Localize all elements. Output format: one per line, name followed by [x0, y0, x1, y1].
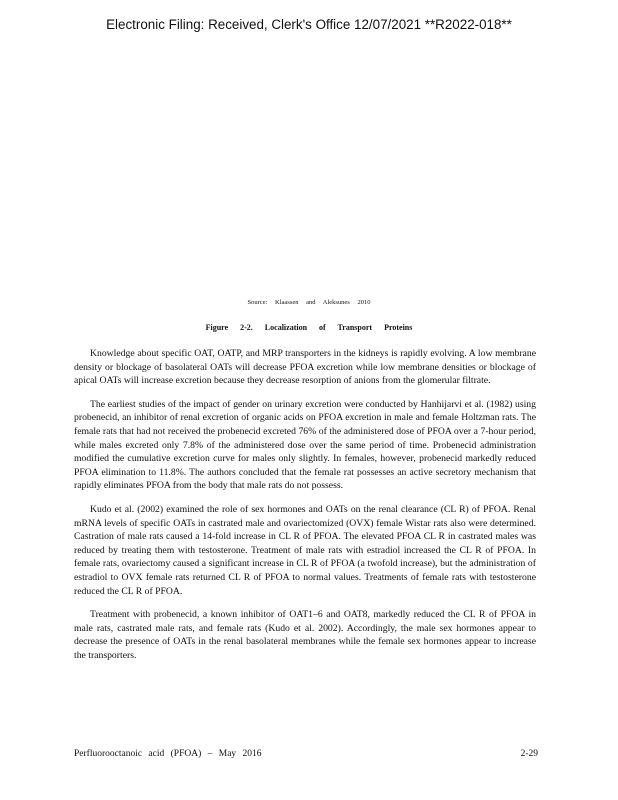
body-text — [74, 347, 536, 672]
figure-image-blank — [72, 50, 542, 290]
figure-source: Source: Klaassen and Aleksunes 2010 — [247, 299, 371, 306]
page-number: 2-29 — [520, 749, 538, 759]
footer-document-title: Perfluorooctanoic acid (PFOA) – May 2016 — [74, 749, 262, 759]
page-footer — [74, 749, 538, 759]
paragraph: Kudo et al. (2002) examined the role of sex hormones and OATs on the renal clearance (CL R) of PFOA. Renal mRNA levels of specific OATs in castrated male and ovariectomized (OVX) female Wistar rats also were determined. Castration of male rats caused a 14-fold increase in CL R of PFOA. The elevated PFOA CL R in castrated males was reduced by treating them with testosterone. Treatment of male rats with estradiol increased the CL R of PFOA. In female rats, ovariectomy caused a significant increase in CL R of PFOA (a twofold increase), but the administration of estradiol to OVX female rats returned CL R of PFOA to normal values. Treatments of female rats with testosterone reduced the CL R of PFOA. — [74, 503, 536, 597]
filing-stamp-header: Electronic Filing: Received, Clerk's Office 12/07/2021 **R2022-018** — [106, 17, 512, 32]
figure-caption: Figure 2-2. Localization of Transport Proteins — [205, 323, 413, 332]
paragraph: The earliest studies of the impact of gender on urinary excretion were conducted by Hanhijarvi et al. (1982) using probenecid, an inhibitor of renal excretion of organic acids on PFOA excretion in male and female Holtzman rats. The female rats that had not received the probenecid excreted 76% of the administered dose of PFOA over a 7-hour period, while males excreted only 7.8% of the administered dose over the same period of time. Probenecid administration modified the cumulative excretion curve for males only slightly. In females, however, probenecid markedly reduced PFOA elimination to 11.8%. The authors concluded that the female rat possesses an active secretory mechanism that rapidly eliminates PFOA from the body that male rats do not possess. — [74, 398, 536, 492]
paragraph: Knowledge about specific OAT, OATP, and MRP transporters in the kidneys is rapidly evolving. A low membrane density or blockage of basolateral OATs will decrease PFOA excretion while low membrane densities or blockage of apical OATs will increase excretion because they decrease resorption of anions from the glomerular filtrate. — [74, 348, 536, 387]
paragraph: Treatment with probenecid, a known inhibitor of OAT1–6 and OAT8, markedly reduced the CL R of PFOA in male rats, castrated male rats, and female rats (Kudo et al. 2002). Accordingly, the male sex hormones appear to decrease the presence of OATs in the renal basolateral membranes while the female sex hormones appear to increase the transporters. — [74, 609, 536, 661]
